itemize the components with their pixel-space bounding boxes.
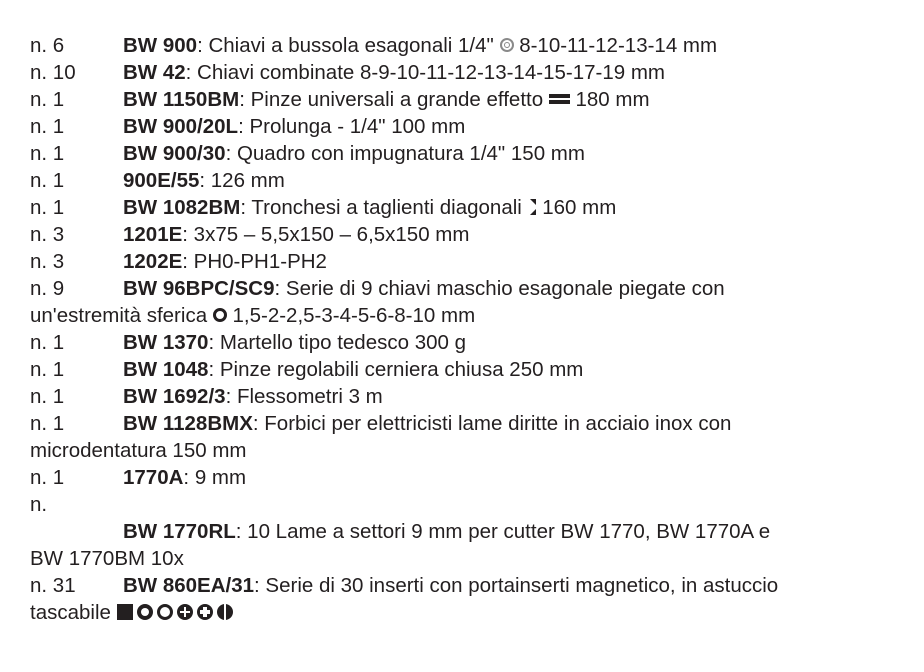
description-sizes: 8-10-11-12-13-14 mm — [513, 34, 718, 57]
product-code: BW 900/30 — [123, 142, 226, 165]
list-item-continuation — [30, 302, 900, 329]
list-item — [30, 383, 900, 410]
description: : Flessometri 3 m — [225, 385, 383, 408]
product-code: 1201E — [123, 223, 183, 246]
product-code: BW 900 — [123, 34, 198, 57]
list-item — [30, 464, 900, 491]
product-code: BW 96BPC/SC9 — [123, 277, 275, 300]
product-code: 1770A — [123, 466, 184, 489]
description: : Pinze universali a grande effetto — [239, 88, 549, 111]
description-sizes: 160 mm — [536, 196, 617, 219]
product-code: BW 1370 — [123, 331, 209, 354]
quantity: n. 1 — [30, 385, 65, 408]
quantity: n. 3 — [30, 223, 65, 246]
list-item — [30, 329, 900, 356]
description: : Chiavi combinate 8-9-10-11-12-13-14-15-17-19 mm — [185, 61, 665, 84]
pozidriv-icon — [177, 604, 193, 620]
quantity: n. 1 — [30, 331, 65, 354]
product-code: BW 1128BMX — [123, 412, 253, 435]
description-continued: tascabile — [30, 601, 117, 624]
socket-icon — [500, 38, 514, 52]
product-code: BW 1082BM — [123, 196, 241, 219]
list-item — [30, 167, 900, 194]
quantity: n. 3 — [30, 250, 65, 273]
square-drive-icon — [117, 604, 133, 620]
product-code: BW 900/20L — [123, 115, 239, 138]
description-continued: BW 1770BM 10x — [30, 547, 184, 570]
description-continued: microdentatura 150 mm — [30, 439, 247, 462]
list-item — [30, 518, 900, 545]
phillips-icon — [197, 604, 213, 620]
list-item — [30, 194, 900, 221]
list-item — [30, 572, 900, 599]
hex-icon — [157, 604, 173, 620]
description-continued: un'estremità sferica — [30, 304, 213, 327]
list-item — [30, 248, 900, 275]
quantity: n. 9 — [30, 277, 65, 300]
quantity: n. 1 — [30, 169, 65, 192]
list-item — [30, 59, 900, 86]
description: : 126 mm — [199, 169, 285, 192]
list-item — [30, 491, 900, 518]
description: : Tronchesi a taglienti diagonali — [240, 196, 528, 219]
product-code: BW 1692/3 — [123, 385, 226, 408]
quantity: n. 1 — [30, 196, 65, 219]
description: : Forbici per elettricisti lame diritte in acciaio inox con — [252, 412, 732, 435]
product-code: BW 860EA/31 — [123, 574, 255, 597]
list-item — [30, 86, 900, 113]
description-sizes: 180 mm — [569, 88, 650, 111]
quantity: n. 1 — [30, 412, 65, 435]
slotted-icon — [217, 604, 233, 620]
ball-end-icon — [213, 308, 227, 322]
list-item-continuation — [30, 437, 900, 464]
list-item — [30, 221, 900, 248]
description: : Serie di 30 inserti con portainserti magnetico, in astuccio — [254, 574, 779, 597]
product-code: BW 1770RL — [123, 520, 236, 543]
list-item — [30, 113, 900, 140]
quantity: n. 10 — [30, 61, 76, 84]
quantity: n. 1 — [30, 466, 65, 489]
quantity: n. 1 — [30, 358, 65, 381]
quantity: n. 1 — [30, 115, 65, 138]
tool-list — [30, 32, 900, 626]
list-item — [30, 410, 900, 437]
quantity: n. 1 — [30, 142, 65, 165]
description: : 3x75 – 5,5x150 – 6,5x150 mm — [182, 223, 470, 246]
description: : Pinze regolabili cerniera chiusa 250 mm — [208, 358, 584, 381]
product-code: BW 1150BM — [123, 88, 240, 111]
description: : Quadro con impugnatura 1/4" 150 mm — [225, 142, 585, 165]
quantity: n. 31 — [30, 574, 76, 597]
product-code: BW 1048 — [123, 358, 209, 381]
description: : PH0-PH1-PH2 — [182, 250, 327, 273]
quantity: n. 1 — [30, 88, 65, 111]
flat-jaw-icon — [549, 94, 570, 104]
list-item — [30, 356, 900, 383]
description: : Martello tipo tedesco 300 g — [208, 331, 467, 354]
description: : Serie di 9 chiavi maschio esagonale piegate con — [274, 277, 725, 300]
quantity: n. 6 — [30, 34, 65, 57]
description-sizes: 1,5-2-2,5-3-4-5-6-8-10 mm — [226, 304, 476, 327]
list-item — [30, 32, 900, 59]
description: : Prolunga - 1/4" 100 mm — [238, 115, 466, 138]
product-code: 900E/55 — [123, 169, 200, 192]
diagonal-cutter-icon — [528, 199, 537, 215]
product-code: 1202E — [123, 250, 183, 273]
list-item — [30, 275, 900, 302]
description: : 9 mm — [183, 466, 247, 489]
description: : Chiavi a bussola esagonali 1/4" — [197, 34, 500, 57]
quantity: n. — [30, 493, 48, 516]
product-code: BW 42 — [123, 61, 186, 84]
list-item-continuation — [30, 599, 900, 626]
list-item — [30, 140, 900, 167]
torx-icon — [137, 604, 153, 620]
description: : 10 Lame a settori 9 mm per cutter BW 1770, BW 1770A e — [235, 520, 771, 543]
list-item-continuation — [30, 545, 900, 572]
